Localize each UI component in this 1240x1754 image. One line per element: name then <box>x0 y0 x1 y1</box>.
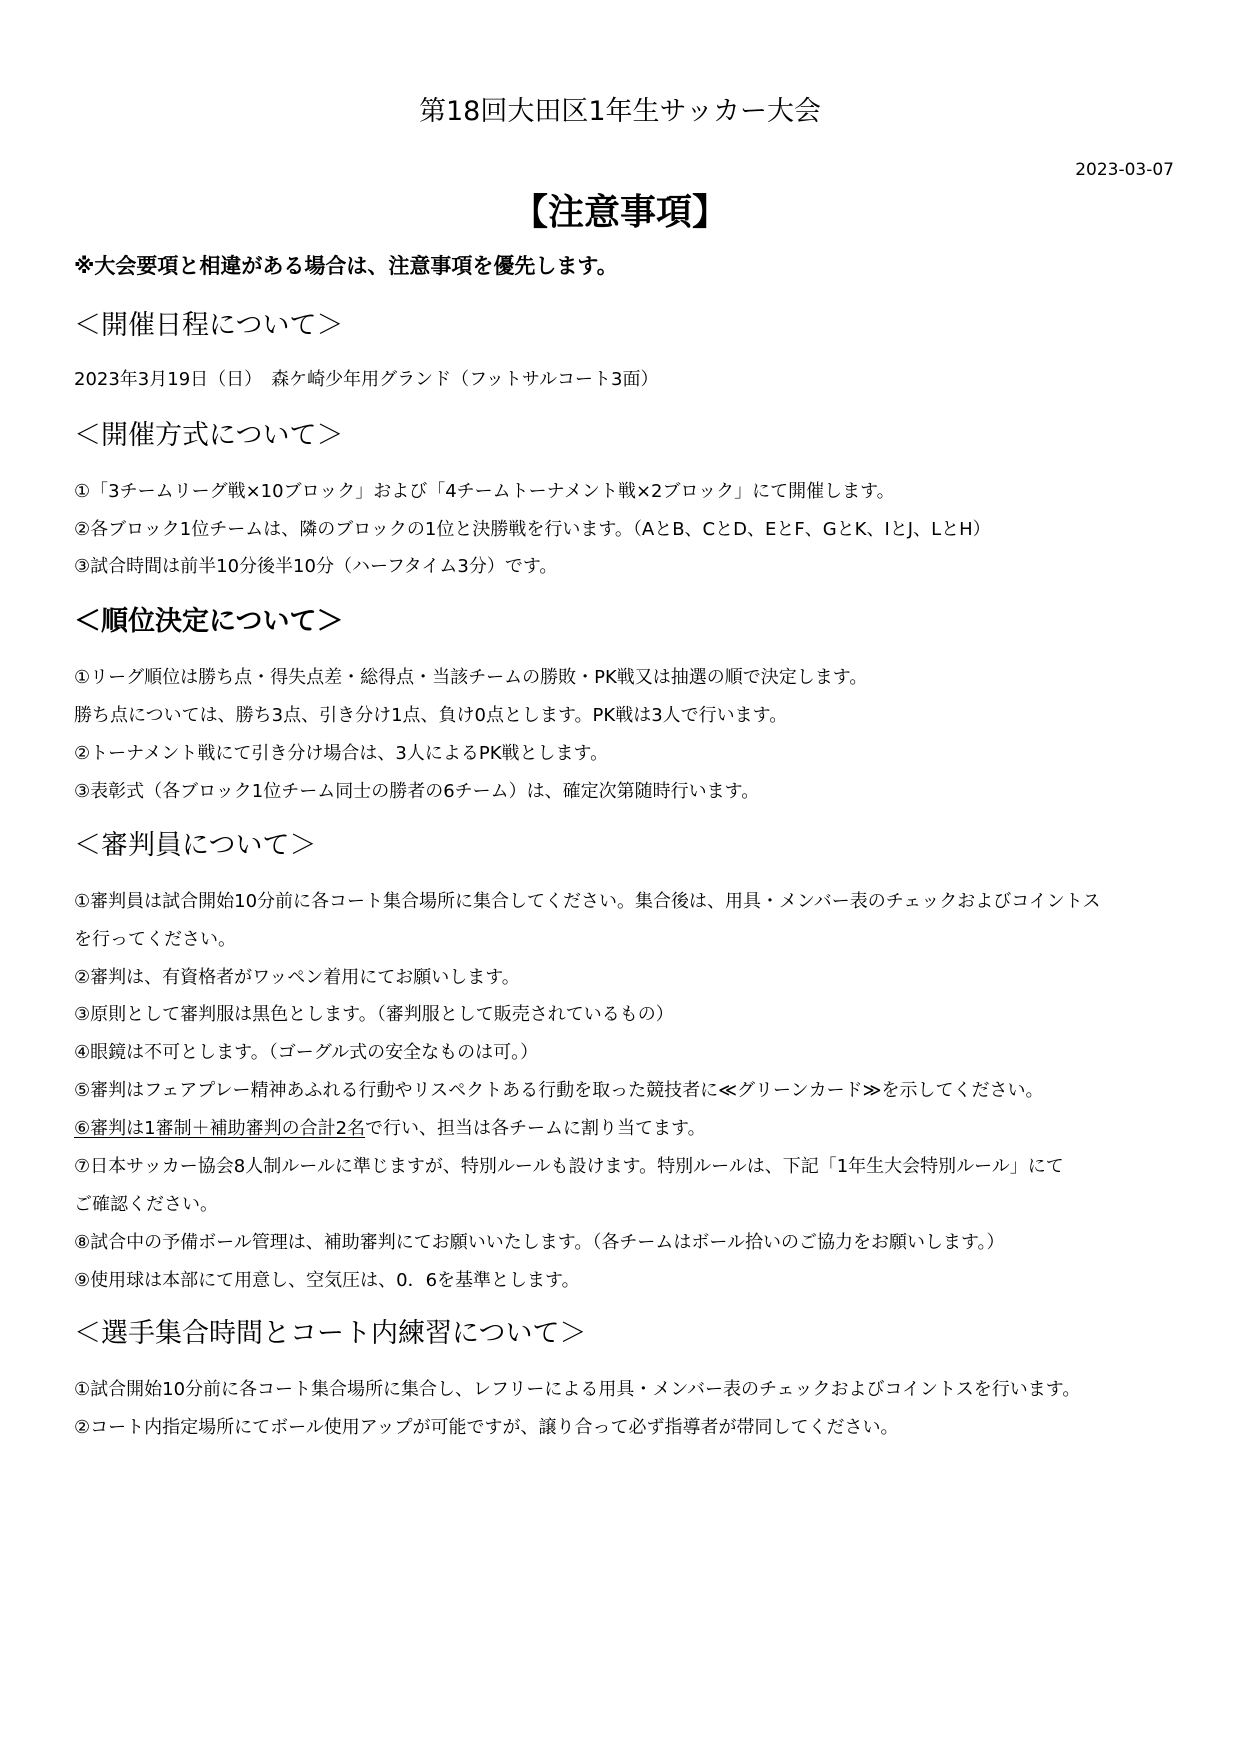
section-heading-referee: ＜審判員について＞ <box>74 830 317 861</box>
section-heading-assembly: ＜選手集合時間とコート内練習について＞ <box>74 1318 587 1349</box>
schedule-line: 2023年3月19日（日） 森ケ崎少年用グランド（フットサルコート3面） <box>74 369 659 390</box>
referee-line-5: ⑤審判はフェアプレー精神あふれる行動やリスペクトある行動を取った競技者に≪グリーンカード≫を示してください。 <box>74 1080 1044 1101</box>
referee-line-1: ①審判員は試合開始10分前に各コート集合場所に集合してください。集合後は、用具・メンバー表のチェックおよびコイントス <box>74 891 1101 912</box>
main-heading: 【注意事項】 <box>511 192 728 233</box>
referee-line-3: ③原則として審判服は黒色とします。（審判服として販売されているもの） <box>74 1004 674 1025</box>
referee-line-9: ⑨使用球は本部にて用意し、空気圧は、0．6を基準とします。 <box>74 1270 580 1291</box>
ranking-line-2: 勝ち点については、勝ち3点、引き分け1点、負け0点とします。PK戦は3人で行います。 <box>74 705 788 726</box>
referee-line-6-underlined: ⑥審判は1審制＋補助審判の合計2名 <box>74 1118 366 1139</box>
format-line-2: ②各ブロック1位チームは、隣のブロックの1位と決勝戦を行います。（AとB、CとD、EとF、GとK、IとJ、LとH） <box>74 519 991 540</box>
document-title: 第18回大田区1年生サッカー大会 <box>419 96 821 127</box>
ranking-line-1: ①リーグ順位は勝ち点・得失点差・総得点・当該チームの勝敗・PK戦又は抽選の順で決定します。 <box>74 667 868 688</box>
referee-line-6-rest: で行い、担当は各チームに割り当てます。 <box>365 1118 706 1139</box>
section-heading-format: ＜開催方式について＞ <box>74 420 344 451</box>
referee-line-2: ②審判は、有資格者がワッペン着用にてお願いします。 <box>74 967 520 988</box>
ranking-line-4: ③表彰式（各ブロック1位チーム同士の勝者の6チーム）は、確定次第随時行います。 <box>74 781 760 802</box>
referee-line-8: ⑧試合中の予備ボール管理は、補助審判にてお願いいたします。（各チームはボール拾いのご協力をお願いします。） <box>74 1232 1005 1253</box>
document-date: 2023-03-07 <box>1075 160 1174 180</box>
section-heading-schedule: ＜開催日程について＞ <box>74 310 344 341</box>
ranking-line-3: ②トーナメント戦にて引き分け場合は、3人によるPK戦とします。 <box>74 743 609 764</box>
referee-line-7-cont: ご確認ください。 <box>74 1194 218 1215</box>
format-line-1: ①「3チームリーグ戦×10ブロック」および「4チームトーナメント戦×2ブロック」にて開催します。 <box>74 481 895 502</box>
section-heading-ranking: ＜順位決定について＞ <box>74 606 344 637</box>
referee-line-7: ⑦日本サッカー協会8人制ルールに準じますが、特別ルールも設けます。特別ルールは、下記「1年生大会特別ルール」にて <box>74 1156 1064 1177</box>
priority-note: ※大会要項と相違がある場合は、注意事項を優先します。 <box>74 254 618 278</box>
assembly-line-1: ①試合開始10分前に各コート集合場所に集合し、レフリーによる用具・メンバー表のチェックおよびコイントスを行います。 <box>74 1379 1081 1400</box>
assembly-line-2: ②コート内指定場所にてボール使用アップが可能ですが、譲り合って必ず指導者が帯同してください。 <box>74 1417 899 1438</box>
format-line-3: ③試合時間は前半10分後半10分（ハーフタイム3分）です。 <box>74 556 558 577</box>
referee-line-1-cont: を行ってください。 <box>74 929 236 950</box>
referee-line-4: ④眼鏡は不可とします。（ゴーグル式の安全なものは可。） <box>74 1042 539 1063</box>
referee-line-6 <box>74 1115 706 1143</box>
